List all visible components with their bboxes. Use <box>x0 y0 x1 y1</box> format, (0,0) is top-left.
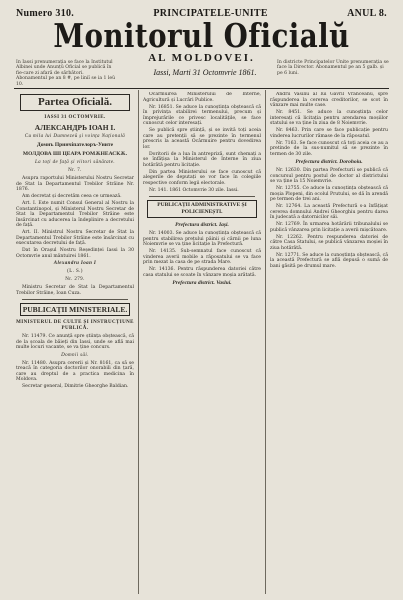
decree-seal: (L. S.) <box>67 269 83 274</box>
ruler-domain: МОЛДОВА ШІ ЦЕАРА РОМѪНЕАСКѪ. <box>22 151 128 157</box>
article-text: Nr. 11479. Ce anunță spre știința obștească, că de la școala de băieți din Iassi, unde se află mai multe locuri vacante, se va ține concurs. <box>16 334 134 350</box>
article-text: Nr. 12769. În urmarea hotărârii tribunalului se publică vânzarea prin licitație a averii mișcătoare. <box>270 222 388 233</box>
decree-text: Ministru Secretar de Stat la Departamentul Trebilor Străine, Ioan Cuza. <box>16 285 134 296</box>
article-text: Din partea Ministerului se face cunoscut că alegerile de deputați se vor face în colegiile respective conform legii electorale. <box>143 169 261 186</box>
article-text: Nr. 14135. Sub-semnatul face cunoscut că vinderea averii mobile a răposatului se va face prin mezat la casa de pe strada Mare. <box>143 249 261 265</box>
article-text: Andrii Vasiliu al lui Gavril Vrânceanu, spre răspunderea la cererea creditorilor, se scot în vânzare mai multe case. <box>270 92 388 108</box>
article-text: Ocârmuirea Ministerului de Interne, Agricultură și Lucrări Publice. <box>143 92 261 103</box>
article-text: Nr. 141. 1861 Octomvrie 30 zile. Iassi. <box>149 187 239 193</box>
decree-text: Dat în Orașul Nostru Reședinței Iassi la 30 Octomvrie anul mântuirei 1861. <box>16 248 134 259</box>
masthead <box>0 18 403 64</box>
article-sub: Domnii săi. <box>61 352 89 358</box>
article-text: Nr. 16851. Se aduce la cunoștința obștească că în privința stabilirei termenului, precum și împrejurările ce privesc localitățile, se face cunoscut celor interesați. <box>143 104 261 126</box>
masthead-title: Monitorul Oficialŭ <box>53 16 350 55</box>
dateline: Iassi, Marti 31 Octomvrie 1861. <box>153 68 257 77</box>
ministry-heading: MINISTERUL DE CULTE ȘI INSTRUCȚIUNE PUBLICĂ. <box>16 320 134 331</box>
column-divider-2 <box>265 90 266 594</box>
year-label: ANUL 8. <box>347 7 387 19</box>
article-text: Nr. 14003. Se aduce la cunoștința obștească că pentru stabilirea prețului pâinii și cărnii pe luna Noiemvrie se va ține licitație la Prefectură. <box>143 231 261 247</box>
country-label: PRINCIPATELE-UNITE <box>153 7 268 19</box>
article-text: Nr. 12262. Pentru respunderea datoriei de către Casa Statului, se publică vânzarea moșiei în ziua hotărâtă. <box>270 234 388 251</box>
subscription-note-right: In districte Principatelor Unite prenumerația se face la Director. Abonamentul pe an 5 galb. și pe 6 luni. <box>277 60 389 76</box>
official-date-line: IASSI 31 OCTOMVRIE. <box>44 115 106 120</box>
official-section-title: Partea Oficială. <box>20 94 130 111</box>
article-text: Nr. 14136. Pentru răspunderea datoriei către casa statului se scoate în vânzare moșia arătată. <box>143 267 261 278</box>
article-text: Doritorii de a lua în antrepriză, sunt chemați a se înfățișa la Ministerul de Interne în ziua hotărâtă pentru licitație. <box>143 151 261 168</box>
decree-text: Am decretat și decretăm ceea ce urmează. <box>22 194 122 199</box>
section-rule <box>149 196 255 197</box>
issue-number: Numero 310. <box>16 7 75 19</box>
column-divider-1 <box>138 90 139 594</box>
prefecture-heading: Prefectura district. Dorohoiu. <box>295 159 363 165</box>
column-2 <box>143 92 261 594</box>
decree-text: Art. II. Ministrul Nostru Secretar de Stat la Departamentul Trebilor Străine este însărcinat cu executarea decretului de față. <box>16 230 134 246</box>
article-text: Nr. 12630. Din partea Prefecturii se publică că concursul pentru postul de doctor al districtului se va ține la 15 Noiemvrie. <box>270 168 388 184</box>
column-3 <box>270 92 388 594</box>
article-text: Nr. 8451. Se aduce la cunoștința celor interesați că licitația pentru arendarea moșiilor statului se va ține în ziua de 8 Noiemvrie. <box>270 110 388 126</box>
decree-text: Asupra raportului Ministerului Nostru Secretar de Stat la Departamentul Trebilor Străine Nr. 1876. <box>16 176 134 192</box>
decree-signature: Alexandru Ioan I <box>53 261 97 266</box>
ruler-title: Домнъ Принчіпателоръ-Уните <box>36 142 114 148</box>
decree-text: Art. I. Este numit Consul General al Nostru la Constantinopol, și Ministerul Nostru Secretar de Stat la Departamentul Trebilor Străine este însărcinat cu aducerea la îndeplinire a decretului de față. <box>16 201 134 228</box>
salutation: La toți de față și viitori sănătate. <box>34 160 116 165</box>
masthead-subtitle: AL MOLDOVEI. <box>148 52 255 64</box>
header-rule <box>14 88 389 89</box>
decree-number: Nr. 7. <box>68 168 82 173</box>
article-text: Nr. 12764. La această Prefectură s-a înfățișat cererea domnului Andrei Gheorghiu pentru darea în judecată a datornicilor săi. <box>270 204 388 220</box>
article-text: Nr. 7163. Se face cunoscut că toți aceia ce au a pretinde de la sus-numitul să se prezinte în termen de 30 zile. <box>270 140 388 157</box>
column-1 <box>16 92 134 594</box>
prefecture-heading: Prefectura district. Iași. <box>175 222 229 228</box>
article-text: Nr. 11480. Asupra cererii și Nr. 8161, ca să se treacă în categoria doctorilor onorabili din țară, care au dreptul de a practica medicina în Moldova. <box>16 360 134 382</box>
ministerial-section-title: PUBLICAȚII MINISTERIALE. <box>20 303 130 316</box>
decree-number: Nr. 279. <box>65 277 85 282</box>
ruler-name: АЛЕКСАНДРЬ ІОАН І. <box>34 123 116 132</box>
article-text: Nr. 12755. Ce aduce la cunoștința obștească că moșia Plopeni, din ocolul Prutului, se dă în arendă pe termen de trei ani. <box>270 186 388 202</box>
article-text: Secretar general, Dimitrie Gheorghe Baldian. <box>22 384 129 389</box>
subscription-note-left: In Iassi prenumerația se face la Institutul Albinei unde Anunțŭ Oficial se publică în fie-care zi afară de sărbători. Abonamentul pe an 8 #, pe liniĭ se ia 1 leŭ 10. <box>16 60 116 87</box>
prefecture-heading: Prefectura district. Vaslui. <box>172 280 232 286</box>
article-text: Nr. 12771. Se aduce la cunoștința obștească, că la această Prefectură se află depusă o sumă de bani găsită pe drumul mare. <box>270 252 388 269</box>
article-text: Nr. 8463. Prin care se face publicație pentru vinderea lucrurilor rămase de la răposatul. <box>270 128 388 139</box>
article-text: Se publică spre știință, și se invită toți aceia care au pretenții să se prezinte în termenul prescris la această Ocârmuire pentru dovedirea lor. <box>143 128 261 150</box>
ruler-sub: Cu mila lui Dumnezeŭ și voința Națională <box>24 134 126 139</box>
section-rule <box>22 299 128 300</box>
administrative-section-title: PUBLICAȚII ADMINISTRATIVE ȘI POLICIENEȘTI. <box>147 200 257 218</box>
